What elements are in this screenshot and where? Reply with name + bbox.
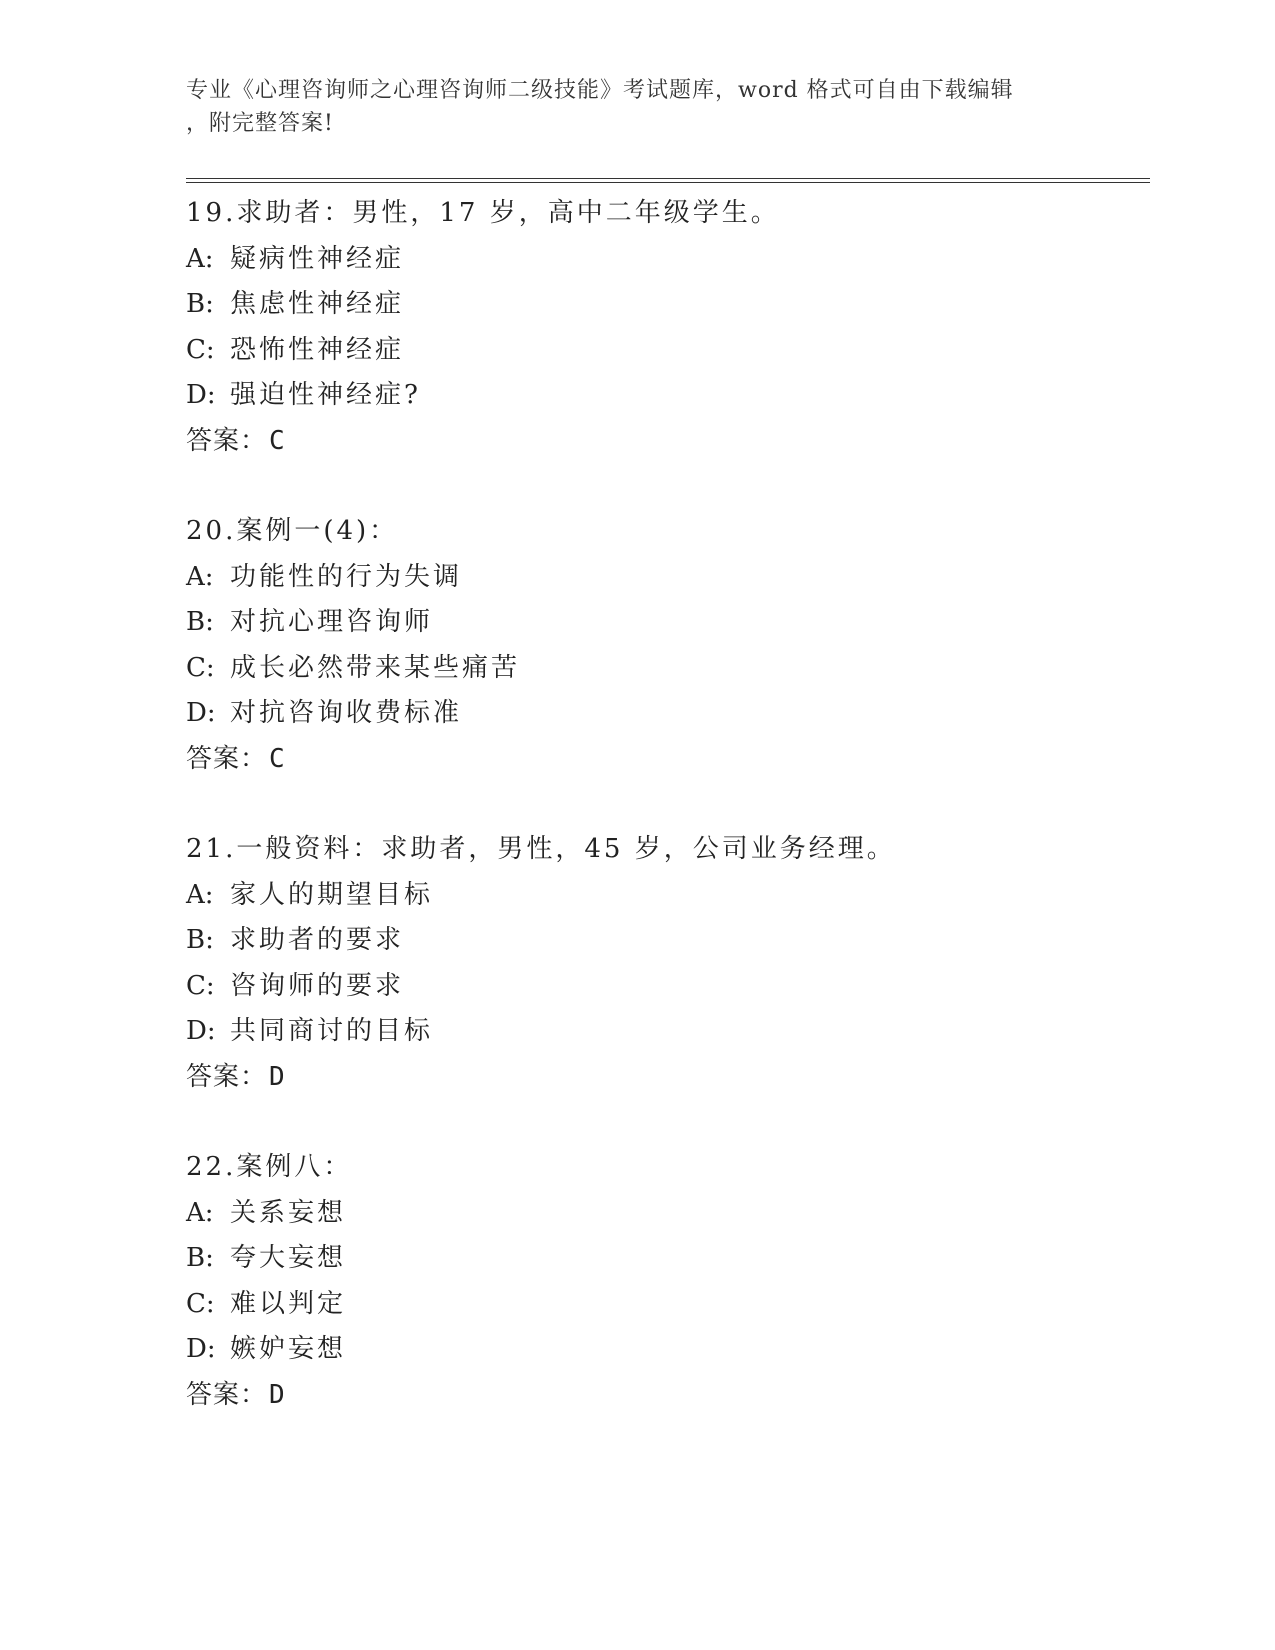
- document-header: [186, 74, 1066, 140]
- option-label: D:: [186, 380, 216, 410]
- option-text: 对抗心理咨询师: [230, 607, 434, 637]
- answer-value: C: [269, 425, 286, 456]
- option-label: D:: [186, 1334, 216, 1364]
- question-19: [186, 191, 1146, 464]
- option-a: [186, 237, 1146, 283]
- option-b: [186, 918, 1146, 964]
- option-d: [186, 1327, 1146, 1373]
- option-text: 功能性的行为失调: [230, 561, 463, 592]
- option-label: A:: [186, 561, 214, 592]
- option-text: 强迫性神经症?: [230, 380, 421, 410]
- question-20: [186, 509, 1146, 782]
- option-text: 关系妄想: [230, 1197, 347, 1228]
- option-label: A:: [186, 243, 214, 274]
- option-label: B:: [186, 607, 214, 637]
- question-stem: 22.案例八：: [186, 1152, 353, 1182]
- option-label: B:: [186, 289, 214, 319]
- option-label: D:: [186, 698, 216, 728]
- option-b: [186, 600, 1146, 646]
- option-d: [186, 691, 1146, 737]
- answer-value: D: [269, 1061, 286, 1092]
- option-text: 焦虑性神经症: [230, 289, 405, 319]
- answer-line: [186, 737, 1146, 783]
- option-text: 难以判定: [230, 1288, 347, 1319]
- option-label: B:: [186, 925, 214, 955]
- option-c: [186, 646, 1146, 692]
- option-label: B:: [186, 1243, 214, 1273]
- answer-value: C: [269, 743, 286, 774]
- option-text: 求助者的要求: [230, 925, 405, 955]
- option-c: [186, 1282, 1146, 1328]
- option-d: [186, 1009, 1146, 1055]
- option-label: C:: [186, 652, 215, 683]
- answer-value: D: [269, 1379, 286, 1410]
- option-text: 对抗咨询收费标准: [230, 698, 463, 728]
- option-d: [186, 373, 1146, 419]
- option-a: [186, 555, 1146, 601]
- option-c: [186, 964, 1146, 1010]
- answer-label: 答案：: [186, 743, 268, 774]
- question-stem: 20.案例一(4)：: [186, 516, 399, 546]
- header-divider-bottom: [186, 182, 1150, 183]
- question-stem: 19.求助者：男性，17 岁，高中二年级学生。: [186, 198, 780, 228]
- option-label: C:: [186, 1288, 215, 1319]
- question-21: [186, 827, 1146, 1100]
- option-b: [186, 282, 1146, 328]
- answer-label: 答案：: [186, 425, 268, 456]
- option-label: C:: [186, 970, 215, 1001]
- option-label: D:: [186, 1016, 216, 1046]
- answer-label: 答案：: [186, 1379, 268, 1410]
- option-label: A:: [186, 1197, 214, 1228]
- option-text: 家人的期望目标: [230, 879, 434, 910]
- question-stem: 21.一般资料：求助者，男性，45 岁，公司业务经理。: [186, 834, 896, 864]
- option-a: [186, 873, 1146, 919]
- header-line-2: ，附完整答案!: [186, 111, 334, 136]
- option-label: A:: [186, 879, 214, 910]
- header-divider-top: [186, 178, 1150, 179]
- answer-line: [186, 1373, 1146, 1419]
- option-text: 夸大妄想: [230, 1243, 347, 1273]
- option-label: C:: [186, 334, 215, 365]
- option-a: [186, 1191, 1146, 1237]
- option-text: 共同商讨的目标: [230, 1016, 434, 1046]
- option-text: 成长必然带来某些痛苦: [230, 652, 521, 683]
- option-text: 疑病性神经症: [230, 243, 405, 274]
- option-text: 嫉妒妄想: [230, 1334, 347, 1364]
- header-line-1: 专业《心理咨询师之心理咨询师二级技能》考试题库，word 格式可自由下载编辑: [186, 78, 1014, 103]
- answer-line: [186, 419, 1146, 465]
- option-text: 恐怖性神经症: [230, 334, 405, 365]
- option-b: [186, 1236, 1146, 1282]
- answer-line: [186, 1055, 1146, 1101]
- option-c: [186, 328, 1146, 374]
- option-text: 咨询师的要求: [230, 970, 405, 1001]
- answer-label: 答案：: [186, 1061, 268, 1092]
- question-list: [186, 191, 1146, 1463]
- question-22: [186, 1145, 1146, 1418]
